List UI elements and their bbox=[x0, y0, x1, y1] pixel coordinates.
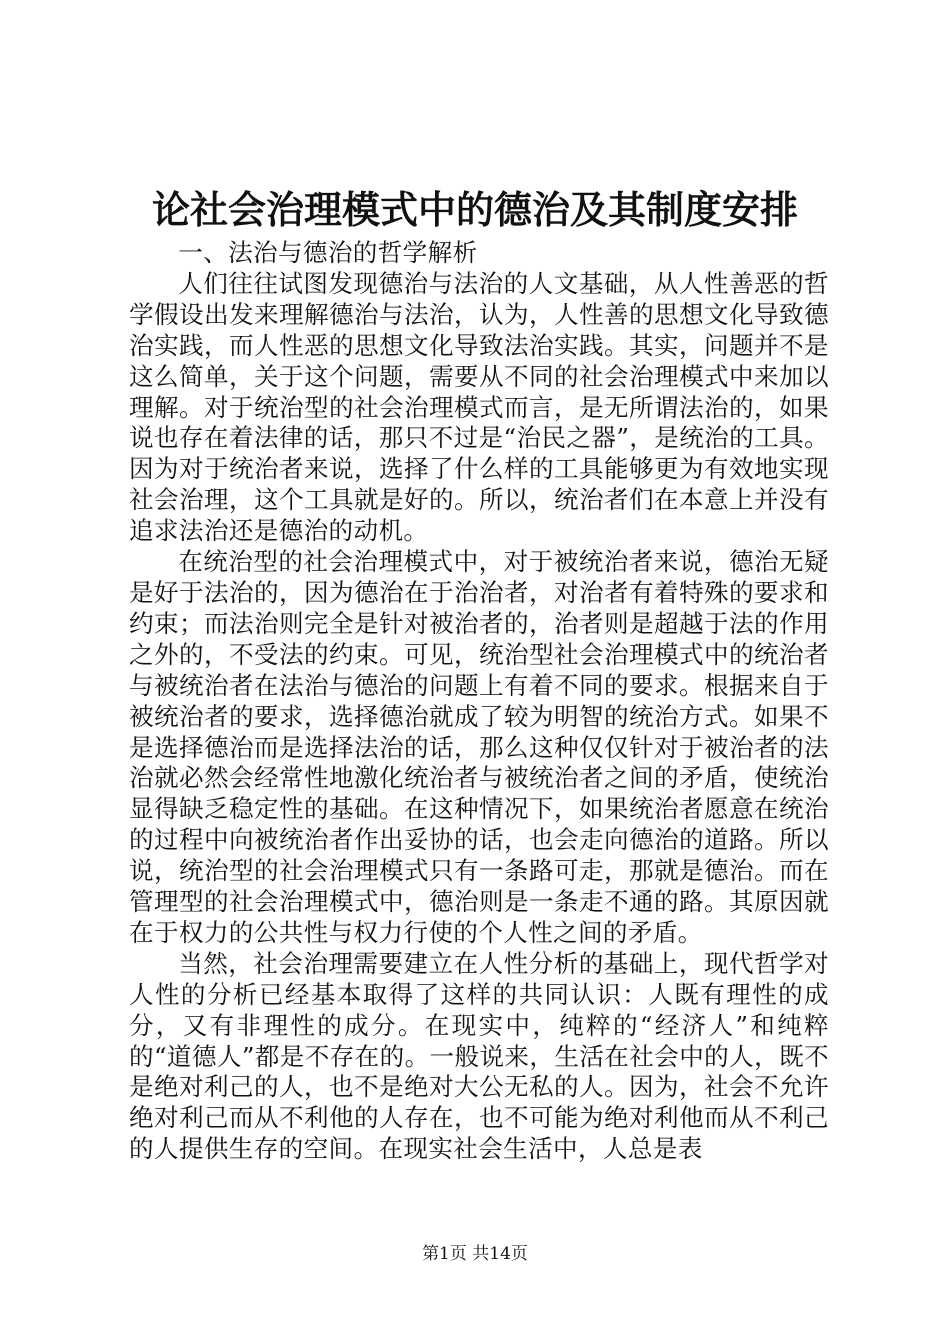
document-body bbox=[129, 238, 829, 1165]
paragraph: 当然，社会治理需要建立在人性分析的基础上，现代哲学对人性的分析已经基本取得了这样的共同认识：人既有理性的成分，又有非理性的成分。在现实中，纯粹的“经济人”和纯粹的“道德人”都是不存在的。一般说来，生活在社会中的人，既不是绝对利己的人，也不是绝对大公无私的人。因为，社会不允许绝对利己而从不利他的人存在，也不可能为绝对利他而从不利己的人提供生存的空间。在现实社会生活中，人总是表 bbox=[129, 948, 829, 1164]
document-title: 论社会治理模式中的德治及其制度安排 bbox=[151, 187, 798, 232]
paragraph: 人们往往试图发现德治与法治的人文基础，从人性善恶的哲学假设出发来理解德治与法治，认为，人性善的思想文化导致德治实践，而人性恶的思想文化导致法治实践。其实，问题并不是这么简单，关于这个问题，需要从不同的社会治理模式中来加以理解。对于统治型的社会治理模式而言，是无所谓法治的，如果说也存在着法律的话，那只不过是“治民之器”，是统治的工具。因为对于统治者来说，选择了什么样的工具能够更为有效地实现社会治理，这个工具就是好的。所以，统治者们在本意上并没有追求法治还是德治的动机。 bbox=[129, 268, 829, 546]
section-heading: 一、法治与德治的哲学解析 bbox=[178, 238, 478, 267]
page-number-footer: 第1页 共14页 bbox=[422, 1244, 528, 1264]
paragraph: 在统治型的社会治理模式中，对于被统治者来说，德治无疑是好于法治的，因为德治在于治治者，对治者有着特殊的要求和约束；而法治则完全是针对被治者的，治者则是超越于法的作用之外的，不受法的约束。可见，统治型社会治理模式中的统治者与被统治者在法治与德治的问题上有着不同的要求。根据来自于被统治者的要求，选择德治就成了较为明智的统治方式。如果不是选择德治而是选择法治的话，那么这种仅仅针对于被治者的法治就必然会经常性地激化统治者与被统治者之间的矛盾，使统治显得缺乏稳定性的基础。在这种情况下，如果统治者愿意在统治的过程中向被统治者作出妥协的话，也会走向德治的道路。所以说，统治型的社会治理模式只有一条路可走，那就是德治。而在管理型的社会治理模式中，德治则是一条走不通的路。其原因就在于权力的公共性与权力行使的个人性之间的矛盾。 bbox=[129, 547, 829, 947]
